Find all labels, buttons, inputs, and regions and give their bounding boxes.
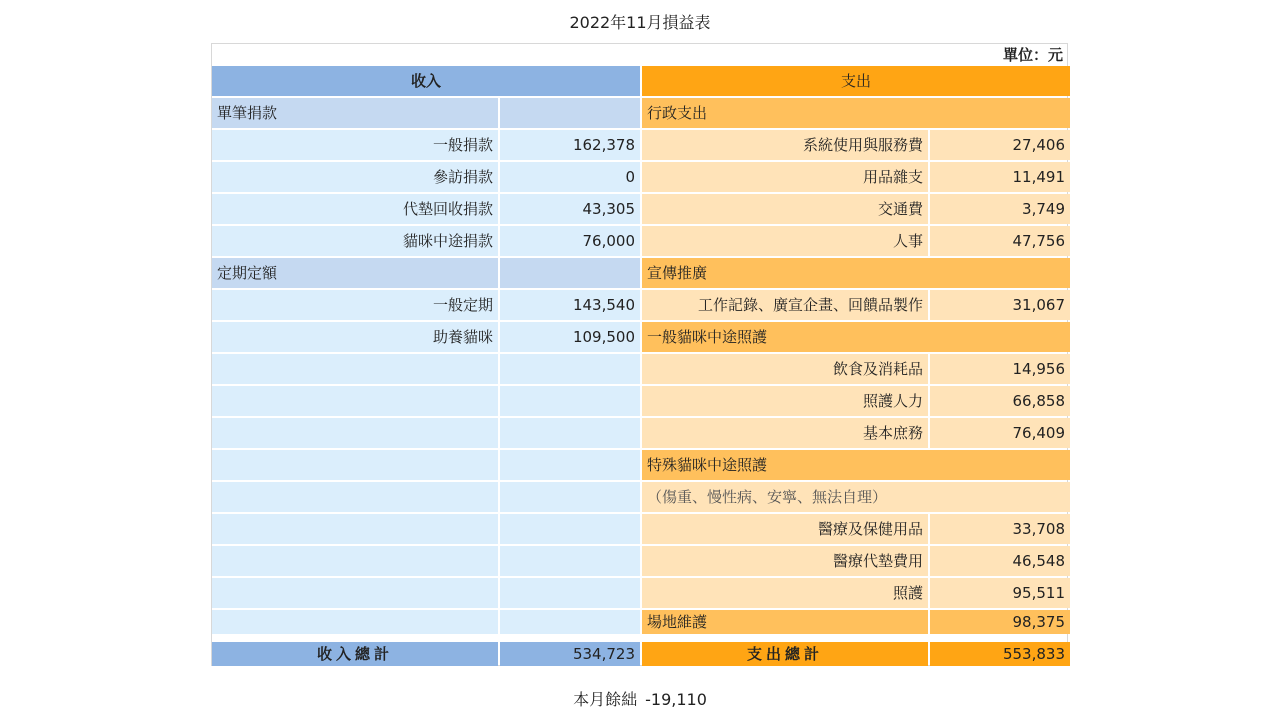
income-item-label: 一般定期 [212, 290, 498, 320]
expense-item-label: 照護 [642, 578, 928, 608]
unit-label: 單位：元 [1002, 46, 1063, 64]
income-item-label: 一般捐款 [212, 130, 498, 160]
expense-item-value: 11,491 [930, 162, 1070, 192]
income-item-value: 109,500 [500, 322, 640, 352]
expense-item-label: 飲食及消耗品 [642, 354, 928, 384]
income-empty-cell [212, 418, 498, 448]
expense-item-label: 基本庶務 [642, 418, 928, 448]
expense-section-special-care: 特殊貓咪中途照護 [642, 450, 1070, 480]
report-title: 2022年11月損益表 [569, 13, 711, 32]
income-empty-cell [500, 418, 640, 448]
balance-value: -19,110 [645, 690, 707, 709]
income-empty-cell [212, 450, 498, 480]
income-empty-cell [500, 450, 640, 480]
expense-item-label: 系統使用與服務費 [642, 130, 928, 160]
income-empty-cell [500, 546, 640, 576]
income-empty-cell [212, 386, 498, 416]
income-empty-cell [212, 354, 498, 384]
balance-label: 本月餘絀 [573, 690, 638, 709]
expense-item-value: 14,956 [930, 354, 1070, 384]
income-item-value: 143,540 [500, 290, 640, 320]
income-empty-cell [212, 578, 498, 608]
expense-item-value: 46,548 [930, 546, 1070, 576]
expense-item-value: 3,749 [930, 194, 1070, 224]
income-section-single-donation: 單筆捐款 [212, 98, 498, 128]
expense-item-value: 76,409 [930, 418, 1070, 448]
income-empty-cell [500, 610, 640, 634]
income-section-recurring: 定期定額 [212, 258, 498, 288]
expense-item-label: 人事 [642, 226, 928, 256]
income-empty-cell [500, 514, 640, 544]
expense-section-general-care: 一般貓咪中途照護 [642, 322, 1070, 352]
income-item-label: 參訪捐款 [212, 162, 498, 192]
expense-item-label: 工作記錄、廣宣企畫、回饋品製作 [642, 290, 928, 320]
expense-item-label: 用品雜支 [642, 162, 928, 192]
income-item-value: 162,378 [500, 130, 640, 160]
income-total-label: 收入總計 [212, 642, 498, 666]
expense-item-value: 31,067 [930, 290, 1070, 320]
income-item-value: 0 [500, 162, 640, 192]
monthly-balance [0, 689, 1280, 711]
expense-section-admin: 行政支出 [642, 98, 1070, 128]
income-item-label: 助養貓咪 [212, 322, 498, 352]
expense-total-label: 支出總計 [642, 642, 928, 666]
income-empty-cell [500, 482, 640, 512]
income-empty-cell [500, 354, 640, 384]
income-section-blank [500, 258, 640, 288]
income-header: 收入 [212, 66, 640, 96]
income-statement-table [211, 43, 1068, 666]
expense-item-label: 照護人力 [642, 386, 928, 416]
expense-item-label: 醫療及保健用品 [642, 514, 928, 544]
income-empty-cell [500, 386, 640, 416]
expense-item-value: 66,858 [930, 386, 1070, 416]
expense-section-note: （傷重、慢性病、安寧、無法自理） [642, 482, 1070, 512]
expense-venue-value: 98,375 [930, 610, 1070, 634]
statement-grid [212, 66, 1067, 672]
expense-item-label: 交通費 [642, 194, 928, 224]
expense-header: 支出 [642, 66, 1070, 96]
income-section-blank [500, 98, 640, 128]
income-item-label: 代墊回收捐款 [212, 194, 498, 224]
income-empty-cell [212, 482, 498, 512]
income-total-value: 534,723 [500, 642, 640, 666]
income-empty-cell [500, 578, 640, 608]
expense-section-promotion: 宣傳推廣 [642, 258, 1070, 288]
income-empty-cell [212, 514, 498, 544]
expense-item-value: 33,708 [930, 514, 1070, 544]
expense-total-value: 553,833 [930, 642, 1070, 666]
income-empty-cell [212, 610, 498, 634]
expense-item-value: 95,511 [930, 578, 1070, 608]
expense-item-label: 醫療代墊費用 [642, 546, 928, 576]
expense-item-value: 47,756 [930, 226, 1070, 256]
income-item-label: 貓咪中途捐款 [212, 226, 498, 256]
expense-section-venue: 場地維護 [642, 610, 928, 634]
income-item-value: 43,305 [500, 194, 640, 224]
income-item-value: 76,000 [500, 226, 640, 256]
expense-item-value: 27,406 [930, 130, 1070, 160]
income-empty-cell [212, 546, 498, 576]
